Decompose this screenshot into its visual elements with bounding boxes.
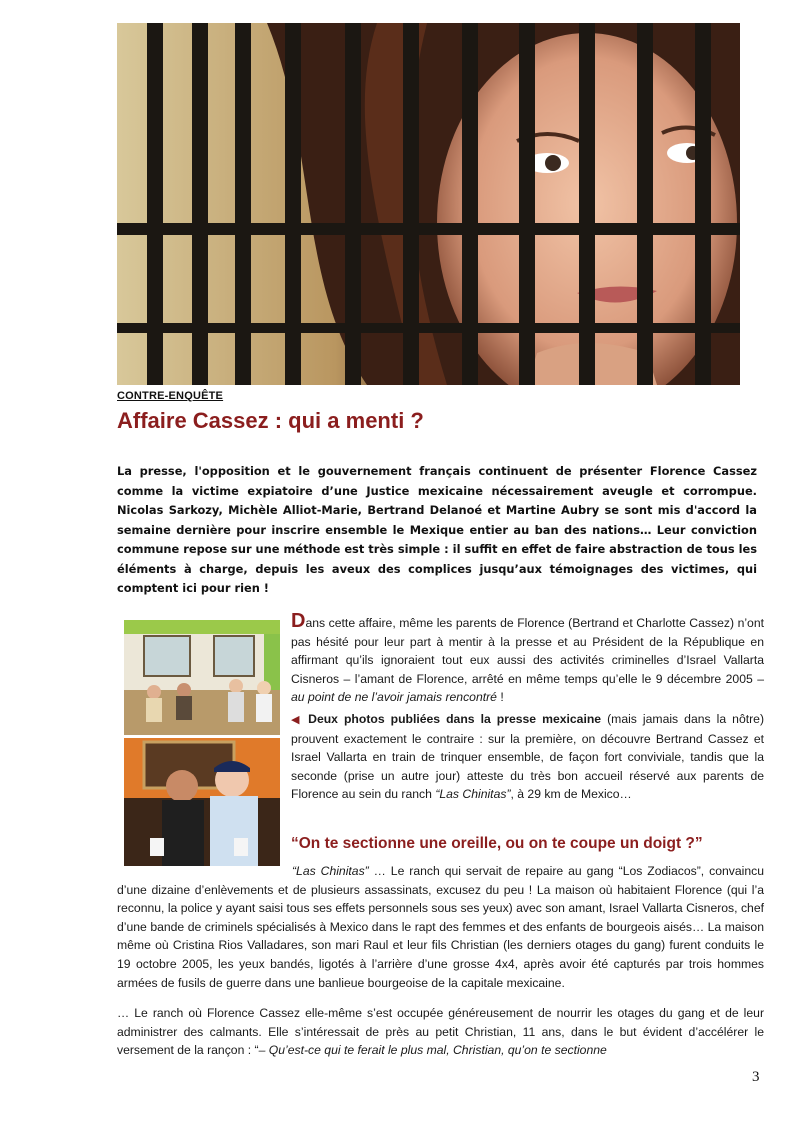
article-subheading: “On te sectionne une oreille, ou on te coupe un doigt ?” — [291, 835, 703, 852]
article-kicker: CONTRE-ENQUÊTE — [117, 390, 224, 402]
hero-photo — [117, 23, 740, 385]
paragraph-hostages: … Le ranch où Florence Cassez elle-même s’est occupée généreusement de nourrir les otages du gang et de leur administrer des calmants. Elle s’intéressait de près au petit Christian, 11 ans, dans le but évident d’accélérer le versement de la rançon : “– Qu’est-ce qui te ferait le plus mal, Christian, qu’on te sectionne — [117, 1006, 764, 1058]
left-arrow-icon: ◀ — [291, 714, 303, 726]
paragraph-intro: Dans cette affaire, même les parents de Florence (Bertrand et Charlotte Cassez) n’ont pas hésité pour leur part à mentir à la presse et au Président de la République en affirmant qu’ils ignoraient tout eux aussi des activités criminelles d’Israel Vallarta Cisneros – l’amant de Florence, arrêté en même temps qu’elle le 9 décembre 2005 – au point de ne l’avoir jamais rencontré ! — [291, 610, 764, 705]
photo-group-toasting — [124, 620, 280, 735]
article-lede: La presse, l'opposition et le gouvernement français continuent de présenter Florence Cassez comme la victime expiatoire d’une Justice mexicaine nécessairement aveugle et corrompue. Nicolas Sarkozy, Michèle Alliot-Marie, Bertrand Delanoé et Martine Aubry se sont mis d'accord la semaine dernière pour inscrire ensemble le Mexique entier au ban des nations… Leur conviction commune repose sur une méthode est très simple : il suffit en effet de faire abstraction de tous les éléments à charge, depuis les aveux des complices jusqu’aux témoignages des victimes, qui comptent ici pour rien ! — [117, 464, 757, 595]
drop-cap: D — [291, 610, 306, 632]
paragraph-photos: ◀ Deux photos publiées dans la presse mexicaine (mais jamais dans la nôtre) prouvent exactement le contraire : sur la première, on découvre Bertrand Cassez et Israel Vallarta en train de trinquer ensemble, de façon fort conviviale, tandis que la seconde (prise un autre jour) atteste du très bon accueil réservé aux parents de Florence au sein du ranch “Las Chinitas”, à 29 km de Mexico… — [291, 712, 765, 802]
article-title: Affaire Cassez : qui a menti ? — [117, 408, 424, 433]
page-number: 3 — [752, 1069, 760, 1085]
photo-two-men-mugs — [124, 738, 280, 866]
paragraph-ranch: “Las Chinitas” … Le ranch qui servait de repaire au gang “Los Zodiacos”, convaincu d’une dizaine d’enlèvements et de plusieurs assassinats, excusez du peu ! La maison où habitaient Florence (qui l’a reconnu, la police y ayant saisi tous ses effets personnels sous ses yeux) avec son amant, Israel Vallarta Cisneros, chef d’une bande de criminels spécialisés à Mexico dans le rapt des femmes et des enfants de bourgeois aisés… La maison même où Cristina Rios Valladares, son mari Raul et leur fils Christian (les derniers otages du gang) furent conduits le 19 octobre 2005, les yeux bandés, ligotés à l’arrière d’une grosse 4x4, après avoir été capturés par trois hommes armées de fusils de guerre dans une banlieue bourgeoise de la capitale mexicaine. — [117, 864, 764, 990]
